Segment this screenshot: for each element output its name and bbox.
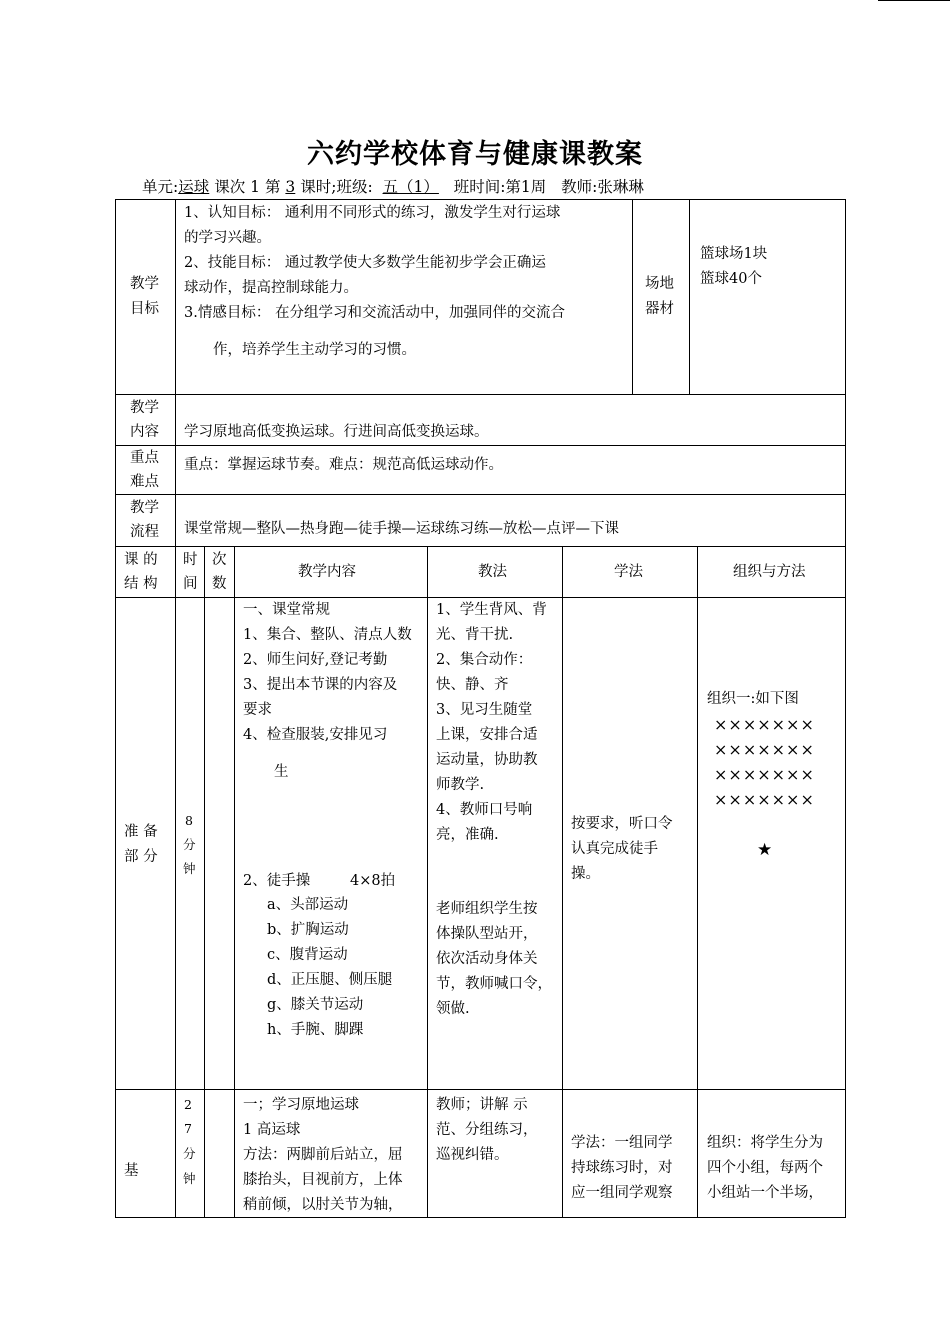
basic-org-line: 组织：将学生分为 [707,1135,823,1151]
prep-exercise-item: h、手腕、脚踝 [267,1022,364,1038]
prep-method-line: 师教学. [436,777,485,793]
prep-learning-line: 按要求，听口令 [571,816,673,832]
prep-content-line: 3、提出本节课的内容及 [243,677,398,693]
prep-method-line: 运动量，协助教 [436,752,538,768]
prep-content-line: 4、检查服装,安排见习 [243,727,388,743]
basic-time-3: 分 [183,1146,196,1161]
basic-learning-line: 学法：一组同学 [571,1135,673,1151]
basic-content-line: 稍前倾，以肘关节为轴， [243,1197,403,1213]
prep-method-line: 上课，安排合适 [436,727,538,743]
teacher-star-icon: ★ [757,840,773,860]
period-label: 课时;班级: [300,178,373,196]
prep-exercise-item: c、腹背运动 [267,947,348,963]
content-label-2: 内容 [130,424,159,440]
content-text: 学习原地高低变换运球。行进间高低变换运球。 [184,424,489,440]
prep-label-1: 准 备 [124,824,158,840]
unit-label: 单元: [142,178,179,196]
venue-label-1: 场地 [645,276,674,292]
venue-item: 篮球40个 [700,271,762,287]
header-time-2: 间 [183,576,198,592]
prep-time-2: 分 [183,837,196,852]
page-title: 六约学校体育与健康课教案 [307,139,643,170]
period-number: 3 [285,178,296,196]
basic-method-line: 范、分组练习， [436,1122,538,1138]
prep-exercise-item: g、膝关节运动 [267,997,364,1013]
header-learning-method: 学法 [614,564,643,580]
objectives-label-2: 目标 [130,301,159,317]
objective-line: 球动作，提高控制球能力。 [184,280,358,296]
prep-content-line: 生 [274,764,289,780]
keypoints-text: 重点：掌握运球节奏。难点：规范高低运球动作。 [184,457,503,473]
header-organization: 组织与方法 [733,564,806,580]
week-value: 第1周 [505,178,547,196]
keypoints-label-2: 难点 [130,474,159,490]
prep-exercise-item: b、扩胸运动 [267,922,349,938]
prep-method-line: 2、集合动作： [436,652,533,668]
prep-learning-line: 操。 [571,866,600,882]
lesson-number: 1 [250,178,261,196]
basic-label: 基 [124,1163,139,1179]
header-time-1: 时 [183,552,198,568]
prep-content-line: 2、师生问好,登记考勤 [243,652,388,668]
prep-learning-line: 认真完成徒手 [571,841,658,857]
objectives-label-1: 教学 [130,276,159,292]
flow-label-2: 流程 [130,524,159,540]
lesson-info-line [142,176,862,198]
basic-org-line: 小组站一个半场， [707,1185,823,1201]
formation-row: ××××××× [714,790,815,809]
basic-method-line: 教师；讲解 示 [436,1097,528,1113]
basic-content-line: 方法：两脚前后站立，屈 [243,1147,403,1163]
prep-method2-line: 体操队型站开， [436,926,538,942]
prep-method-line: 3、见习生随堂 [436,702,533,718]
prep-content-line: 要求 [243,702,272,718]
di-label: 第 [264,178,281,196]
flow-text: 课堂常规—整队—热身跑—徒手操—运球练习练—放松—点评—下课 [184,521,619,537]
basic-method-line: 巡视纠错。 [436,1147,509,1163]
basic-time-4: 钟 [183,1171,196,1186]
lesson-label: 课次 [214,178,246,196]
unit-value: 运球 [178,178,210,196]
prep-time-3: 钟 [183,861,196,876]
content-label-1: 教学 [130,400,159,416]
objective-line: 1、认知目标： 通利用不同形式的练习，激发学生对行运球 [184,205,561,221]
basic-content-line: 一；学习原地运球 [243,1097,359,1113]
prep-method-line: 亮，准确. [436,827,499,843]
basic-content-line: 膝抬头，目视前方，上体 [243,1172,403,1188]
basic-learning-line: 持球练习时，对 [571,1160,673,1176]
corner-rule [878,0,950,1]
prep-method2-line: 节，教师喊口令， [436,976,552,992]
basic-org-line: 四个小组，每两个 [707,1160,823,1176]
header-structure-1: 课 的 [124,552,158,568]
prep-method-line: 快、静、齐 [436,677,509,693]
venue-label-2: 器材 [645,301,674,317]
formation-row: ××××××× [714,715,815,734]
objective-line: 作，培养学生主动学习的习惯。 [213,342,416,358]
basic-content-line: 1 高运球 [243,1122,301,1138]
prep-method2-line: 老师组织学生按 [436,901,538,917]
objective-line: 3.情感目标： 在分组学习和交流活动中，加强同伴的交流合 [184,305,565,321]
header-teaching-method: 教法 [478,564,507,580]
basic-time-1: 2 [184,1097,192,1112]
header-teaching-content: 教学内容 [298,564,356,580]
class-value: 五（1） [382,178,439,196]
prep-label-2: 部 分 [124,849,158,865]
teacher-name: 张琳琳 [597,178,644,196]
prep-content-line: 一、课堂常规 [243,602,330,618]
basic-time-2: 7 [184,1121,192,1136]
keypoints-label-1: 重点 [130,450,159,466]
prep-method2-line: 领做. [436,1001,470,1017]
formation-row: ××××××× [714,740,815,759]
objective-line: 的学习兴趣。 [184,230,271,246]
objective-line: 2、技能目标： 通过教学使大多数学生能初步学会正确运 [184,255,546,271]
prep-time-1: 8 [185,813,193,828]
time-label: 班时间: [453,178,506,196]
prep-method-line: 1、学生背风、背 [436,602,547,618]
prep-exercise-title: 2、徒手操 [243,873,311,889]
prep-content-line: 1、集合、整队、清点人数 [243,627,412,643]
prep-exercise-item: a、头部运动 [267,897,349,913]
teacher-label: 教师: [561,178,598,196]
prep-method-line: 光、背干扰. [436,627,514,643]
prep-org-title: 组织一:如下图 [707,691,799,707]
prep-method2-line: 依次活动身体关 [436,951,538,967]
prep-exercise-beats: 4×8拍 [350,873,396,889]
flow-label-1: 教学 [130,500,159,516]
formation-row: ××××××× [714,765,815,784]
header-count-2: 数 [212,576,227,592]
header-count-1: 次 [212,552,227,568]
basic-learning-line: 应一组同学观察 [571,1185,673,1201]
prep-method-line: 4、教师口号响 [436,802,533,818]
prep-exercise-item: d、正压腿、侧压腿 [267,972,393,988]
venue-item: 篮球场1块 [700,246,768,262]
header-structure-2: 结 构 [124,576,158,592]
